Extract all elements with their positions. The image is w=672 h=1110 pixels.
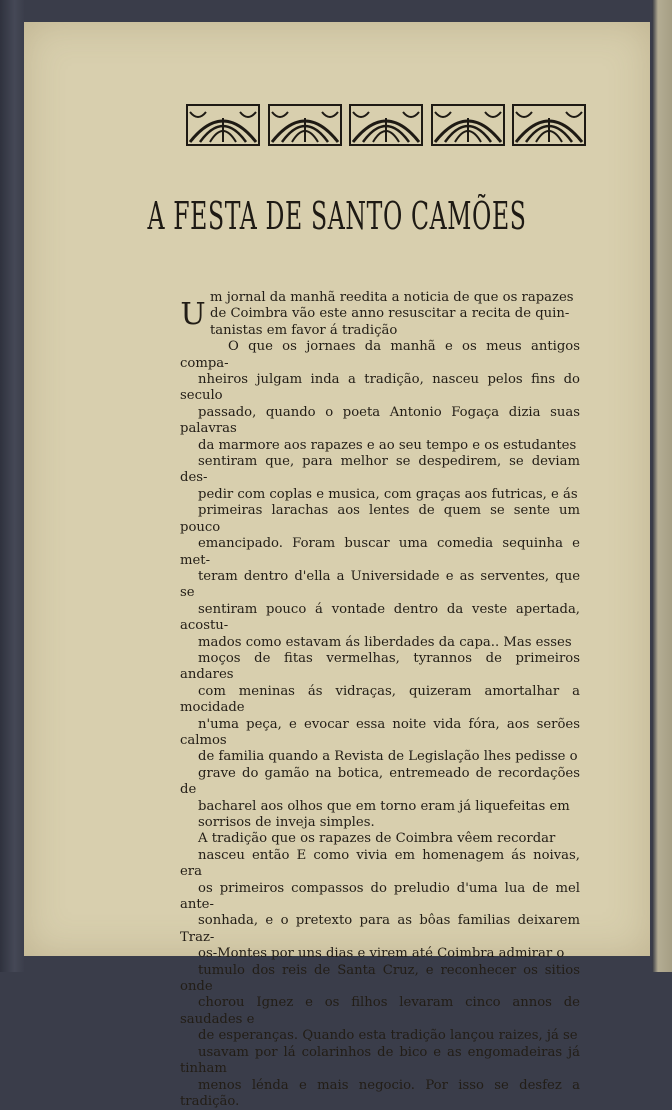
text-line: os primeiros compassos do preludio d'uma lua de mel ante- (180, 881, 580, 914)
text-line: emancipado. Foram buscar uma comedia sequinha e met- (180, 536, 580, 569)
text-line: nasceu então E como vivia em homenagem ás noivas, era (180, 848, 580, 881)
text-line: de Coimbra vão este anno resuscitar a recita de quin- (180, 306, 580, 322)
paragraph-2 (180, 339, 580, 831)
text-line: nheiros julgam inda a tradição, nasceu pelos fins do seculo (180, 372, 580, 405)
text-line: pedir com coplas e musica, com graças aos futricas, e ás (180, 487, 580, 503)
book-spine (0, 0, 24, 972)
text-line: mados como estavam ás liberdades da capa.. Mas esses (180, 635, 580, 651)
text-line: menos lénda e mais negocio. Por isso se desfez a tradição. (180, 1078, 580, 1110)
paragraph-1 (180, 290, 580, 339)
text-line: tumulo dos reis de Santa Cruz, e reconhecer os sitios onde (180, 963, 580, 996)
text-line: bacharel aos olhos que em torno eram já liquefeitas em (180, 799, 580, 815)
dropcap (180, 292, 206, 344)
ornament-tile-icon (268, 104, 342, 146)
text-line: moços de fitas vermelhas, tyrannos de primeiros andares (180, 651, 580, 684)
ornament-tile-icon (512, 104, 586, 146)
text-line: sorrisos de inveja simples. (180, 815, 580, 831)
text-line: sentiram que, para melhor se despedirem, se deviam des- (180, 454, 580, 487)
text-line: A tradição que os rapazes de Coimbra vêem recordar (180, 831, 580, 847)
ornament-tile-icon (186, 104, 260, 146)
paragraph-3 (180, 831, 580, 1110)
text-line: os-Montes por uns dias e virem até Coimbra admirar o (180, 946, 580, 962)
text-line: n'uma peça, e evocar essa noite vida fóra, aos serões calmos (180, 717, 580, 750)
text-line: de familia quando a Revista de Legislação lhes pedisse o (180, 749, 580, 765)
text-line: usavam por lá colarinhos de bico e as engomadeiras já tinham (180, 1045, 580, 1078)
text-line: primeiras larachas aos lentes de quem se sente um pouco (180, 503, 580, 536)
ornament-tile-icon (349, 104, 423, 146)
text-line: sonhada, e o pretexto para as bôas familias deixarem Traz- (180, 913, 580, 946)
text-line: de esperanças. Quando esta tradição lançou raizes, já se (180, 1028, 580, 1044)
text-line: O que os jornaes da manhã e os meus antigos compa- (180, 339, 580, 372)
article-title: A FESTA DE SANTO CAMÕES (143, 194, 531, 238)
dropcap-letter: U (180, 292, 206, 338)
text-line: chorou Ignez e os filhos levaram cinco annos de saudades e (180, 995, 580, 1028)
text-line: com meninas ás vidraças, quizeram amortalhar a mocidade (180, 684, 580, 717)
text-line: tanistas em favor á tradição (180, 323, 580, 339)
header-ornament (186, 104, 586, 146)
text-line: grave do gamão na botica, entremeado de recordações de (180, 766, 580, 799)
next-page-edge (652, 0, 672, 972)
ornament-tile-icon (431, 104, 505, 146)
text-line: teram dentro d'ella a Universidade e as serventes, que se (180, 569, 580, 602)
text-line: m jornal da manhã reedita a noticia de que os rapazes (180, 290, 580, 306)
page (24, 22, 650, 956)
text-line: passado, quando o poeta Antonio Fogaça dizia suas palavras (180, 405, 580, 438)
text-line: sentiram pouco á vontade dentro da veste apertada, acostu- (180, 602, 580, 635)
article-body (180, 290, 580, 1110)
text-line: da marmore aos rapazes e ao seu tempo e os estudantes (180, 438, 580, 454)
